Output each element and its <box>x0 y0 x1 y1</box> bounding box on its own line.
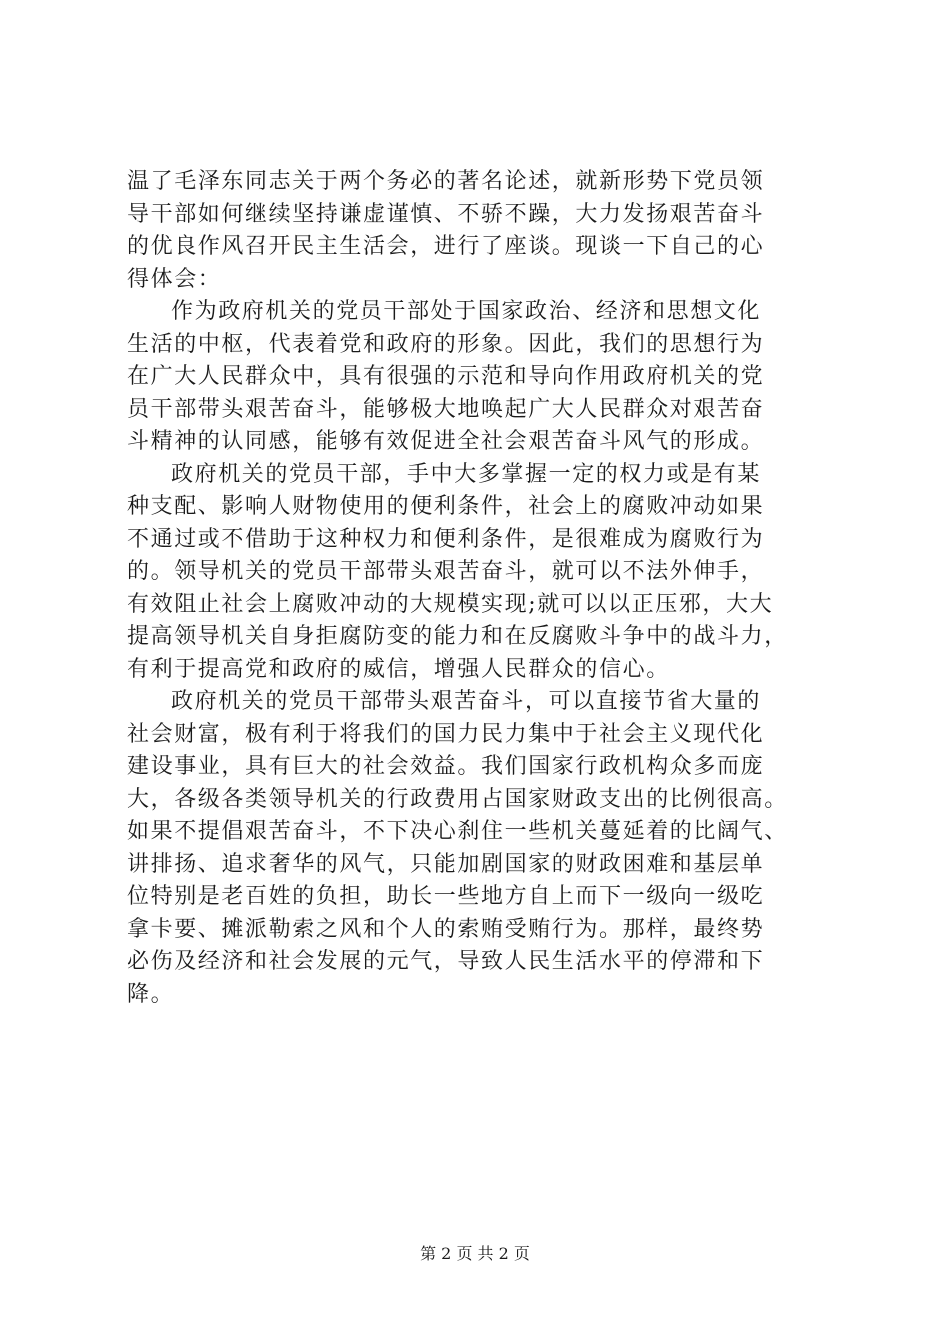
text-line: 得体会： <box>127 266 222 292</box>
text-line: 导干部如何继续坚持谦虚谨慎、不骄不躁，大力发扬艰苦奋斗 <box>127 201 765 227</box>
paragraph <box>127 459 827 687</box>
text-line: 有利于提高党和政府的威信，增强人民群众的信心。 <box>127 656 670 682</box>
text-line: 政府机关的党员干部，手中大多掌握一定的权力或是有某 <box>171 461 762 487</box>
text-line: 的优良作风召开民主生活会，进行了座谈。现谈一下自己的心 <box>127 234 765 259</box>
text-line: 种支配、影响人财物使用的便利条件，社会上的腐败冲动如果 <box>127 494 765 519</box>
text-line: 拿卡要、摊派勒索之风和个人的索贿受贿行为。那样，最终势 <box>127 916 765 942</box>
text-line: 政府机关的党员干部带头艰苦奋斗，可以直接节省大量的 <box>171 689 762 714</box>
text-line: 的。领导机关的党员干部带头艰苦奋斗，就可以不法外伸手， <box>127 559 765 584</box>
text-line: 必伤及经济和社会发展的元气，导致人民生活水平的停滞和下 <box>127 949 765 974</box>
text-line: 位特别是老百姓的负担，助长一些地方自上而下一级向一级吃 <box>127 884 765 909</box>
text-line: 社会财富，极有利于将我们的国力民力集中于社会主义现代化 <box>127 721 765 747</box>
text-line: 讲排扬、追求奢华的风气，只能加剧国家的财政困难和基层单 <box>127 851 765 877</box>
text-line: 提高领导机关自身拒腐防变的能力和在反腐败斗争中的战斗力， <box>127 624 788 649</box>
text-line: 斗精神的认同感，能够有效促进全社会艰苦奋斗风气的形成。 <box>127 429 765 454</box>
text-line: 员干部带头艰苦奋斗，能够极大地唤起广大人民群众对艰苦奋 <box>127 396 765 422</box>
document-body <box>127 166 827 1011</box>
paragraph <box>127 296 827 459</box>
text-line: 生活的中枢，代表着党和政府的形象。因此，我们的思想行为 <box>127 331 765 357</box>
text-line: 温了毛泽东同志关于两个务必的著名论述，就新形势下党员领 <box>127 169 765 194</box>
text-line: 建设事业，具有巨大的社会效益。我们国家行政机构众多而庞 <box>127 754 765 779</box>
text-line: 作为政府机关的党员干部处于国家政治、经济和思想文化 <box>171 299 762 324</box>
text-line: 大，各级各类领导机关的行政费用占国家财政支出的比例很高。 <box>127 786 788 812</box>
text-line: 降。 <box>127 981 175 1007</box>
paragraph <box>127 686 827 1011</box>
text-line: 在广大人民群众中，具有很强的示范和导向作用政府机关的党 <box>127 364 765 389</box>
page-footer: 第 2 页 共 2 页 <box>420 1244 530 1263</box>
text-line: 有效阻止社会上腐败冲动的大规模实现;就可以以正压邪，大大 <box>127 591 774 617</box>
paragraph <box>127 166 827 296</box>
text-line: 不通过或不借助于这种权力和便利条件，是很难成为腐败行为 <box>127 526 765 552</box>
text-line: 如果不提倡艰苦奋斗，不下决心刹住一些机关蔓延着的比阔气、 <box>127 819 788 844</box>
